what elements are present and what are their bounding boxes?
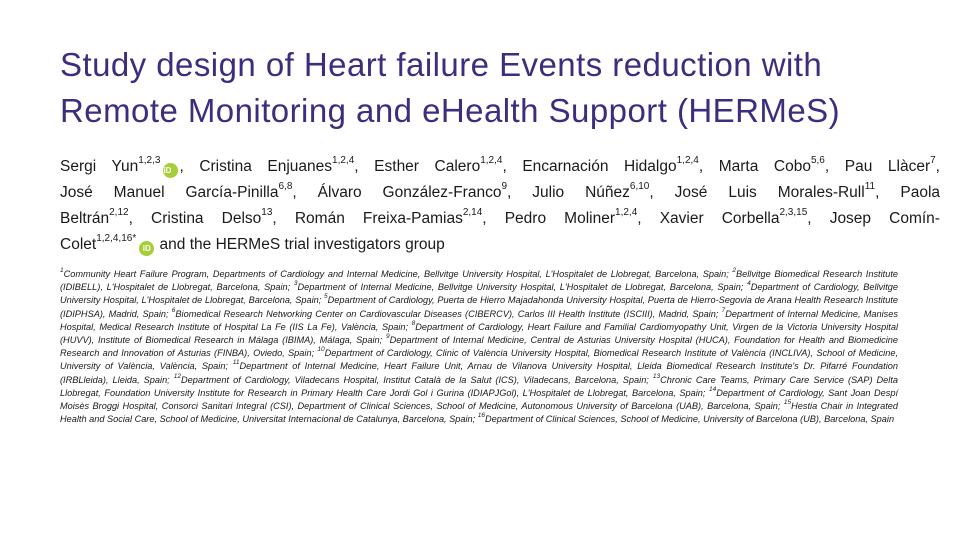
affiliation-text: Department of Clinical Sciences, School of Medicine, University of Barcelona (UB), Barcelona, Spain [485, 414, 895, 425]
affiliation-number: 15 [783, 398, 792, 406]
author: Cristina Enjuanes$^{1,2,4}$, [199, 154, 359, 175]
author-line-1 [60, 154, 940, 180]
author-list [60, 154, 940, 258]
title-line-1: Study design of Heart failure Events reduction with [60, 46, 823, 83]
author: Sergi Yun$^{1,2,3}$iD , [60, 158, 184, 175]
affiliation-number: 10 [317, 346, 325, 354]
affiliation-number: 16 [477, 412, 486, 420]
author: Josep Comín- [829, 210, 940, 227]
investigators-group: and the HERMeS trial investigators group [159, 236, 445, 253]
affiliation-text: Department of Internal Medicine, Heart Failure Unit, Arnau de Vilanova University Hospital, Lleida Biomedical Research Institute's Dr. Pifarré Foundation (IRBLleida), Lleida, Spain; [60, 361, 898, 385]
affiliation-number: 3 [293, 280, 298, 288]
affiliation [60, 266, 729, 279]
affiliation [478, 414, 894, 424]
affiliation-number: 11 [232, 359, 240, 367]
affiliation [294, 282, 744, 292]
affiliation-text: Bellvitge Biomedical Research Institute (IDIBELL), L'Hospitalet de Llobregat, Barcelona, Spain; [60, 269, 898, 293]
affiliation-text: Department of Cardiology, Bellvitge University Hospital, L'Hospitalet de Llobregat, Barcelona, Spain; [60, 282, 898, 306]
affiliation-text: Department of Cardiology, Viladecans Hospital, Institut Català de la Salut (ICS), Viladecans, Barcelona, Spain; [181, 374, 649, 385]
author: Paola [900, 184, 941, 201]
author: Julio Núñez$^{6,10}$, [532, 180, 654, 201]
affiliation-text: Department of Cardiology, Heart Failure and Familial Cardiomyopathy Unit, Virgen de la Victoria University Hospital (HUVV), Institute of Biomedical Research in Málaga (IBIMA), Málaga, Spain; [60, 321, 898, 346]
author: José Luis Morales-Rull$^{11}$, [674, 180, 880, 201]
affiliation-text: Department of Cardiology, Sant Joan Despí Moisès Broggi Hospital, Consorci Sanitari Integral (CSI), Department of Clinical Sciences, School of Medicine, Autonomous University of Barcelona (UAB), Barcelona, Spain; [60, 387, 898, 412]
affiliation-text: Department of Cardiology, Puerta de Hierro Majadahonda University Hospital, Puerta de Hierro-Segovia de Arana Health Research Institute (IDIPHSA), Madrid, Spain; [60, 295, 898, 319]
author: Xavier Corbella$^{2,3,15}$, [659, 206, 812, 227]
affiliation-number: 2 [732, 266, 736, 274]
author-line-2 [60, 180, 940, 206]
affiliation-number: 8 [411, 319, 416, 327]
paper-title [60, 42, 940, 134]
author: Marta Cobo$^{5,6}$, [718, 154, 830, 175]
affiliation-number: 13 [652, 372, 661, 380]
affiliation-number: 5 [324, 293, 328, 301]
affiliation-text: Chronic Care Teams, Primary Care Service (SAP) Delta Llobregat, Foundation University Institute for Research in Primary Health Care Jordi Gol i Gurina (IDIAPJGol), L'Hospitalet de Llobregat, Barcelona, Spain; [60, 374, 898, 398]
orcid-icon[interactable]: iD [163, 163, 178, 178]
affiliation-text: Department of Cardiology, Clinic of València University Hospital, Biomedical Research Institute of València (INCLIVA), School of Medicine, University of València, València, Spain; [60, 348, 898, 372]
affiliation [173, 372, 649, 385]
affiliation-number: 12 [173, 372, 182, 380]
affiliation-number: 7 [721, 306, 726, 314]
affiliation-text: Department of Internal Medicine, Central de Asturias University Hospital (HUCA), Foundation for Health and Biomedicine Research and Innovation of Asturias (FINBA), Oviedo, Spain; [60, 335, 898, 359]
affiliation-number: 9 [386, 332, 390, 340]
orcid-icon[interactable]: iD [139, 241, 154, 256]
author: Román Freixa-Pamias$^{2,14}$, [294, 206, 487, 227]
author: Encarnación Hidalgo$^{1,2,4}$, [522, 154, 704, 175]
author: Álvaro González-Franco$^9$, [317, 180, 512, 201]
affiliation-number: 6 [171, 306, 176, 314]
author-line-4 [60, 232, 940, 258]
author: Esther Calero$^{1,2,4}$, [374, 154, 507, 175]
title-line-2: Remote Monitoring and eHealth Support (HERMeS) [60, 92, 841, 129]
author: Pau Llàcer$^7$, [844, 154, 940, 175]
author: Colet$^{1,2,4,16*}$iD [60, 236, 155, 253]
affiliation-text: Hestia Chair in Integrated Health and Social Care, School of Medicine, Universitat Internacional de Catalunya, Barcelona, Spain; [60, 401, 898, 425]
affiliations [60, 268, 898, 426]
affiliation-text: Community Heart Failure Program, Departments of Cardiology and Internal Medicine, Bellvitge University Hospital, L'Hospitalet de Llobregat, Barcelona, Spain; [63, 269, 729, 279]
affiliation-text: Department of Internal Medicine, Bellvitge University Hospital, L'Hospitalet de Llobregat, Barcelona, Spain; [297, 282, 744, 293]
author: José Manuel García-Pinilla$^{6,8}$, [60, 180, 297, 201]
affiliation-number: 14 [708, 385, 717, 393]
affiliation-text: Department of Internal Medicine, Manises Hospital, Medical Research Institute of Hospital La Fe (IIS La Fe), València, Spain; [60, 308, 898, 332]
author: Pedro Moliner$^{1,2,4}$, [504, 206, 642, 227]
affiliation-number: 4 [747, 280, 751, 288]
author: Cristina Delso$^{13}$, [151, 206, 277, 227]
affiliation-number: 1 [60, 266, 64, 274]
author-line-3 [60, 206, 940, 232]
affiliation-text: Biomedical Research Networking Center on Cardiovascular Diseases (CIBERCV), Carlos III Health Institute (ISCIII), Madrid, Spain; [175, 308, 719, 319]
affiliation [171, 306, 719, 319]
author: Beltrán$^{2,12}$, [60, 206, 133, 227]
